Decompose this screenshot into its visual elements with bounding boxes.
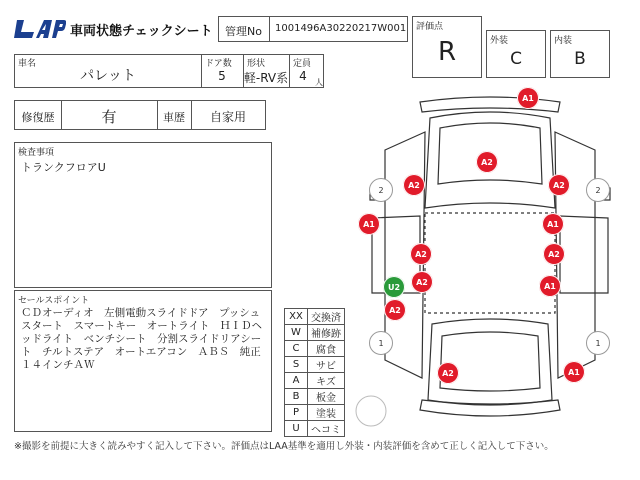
capacity-label: 定員 (293, 59, 312, 69)
name-label: 車名 (18, 59, 37, 69)
sales-box (14, 290, 272, 432)
laa-logo (14, 18, 66, 40)
legend-code: XX (285, 309, 308, 325)
damage-mark: A1 (563, 361, 585, 383)
damage-mark: A2 (476, 151, 498, 173)
damage-mark: A2 (411, 271, 433, 293)
repair-value: 有 (101, 108, 117, 126)
exterior-value: C (510, 49, 522, 69)
legend-meaning: キズ (308, 373, 345, 389)
inspection-box (14, 142, 272, 288)
legend-code: P (285, 405, 308, 421)
damage-mark: A1 (358, 213, 380, 235)
interior-box (550, 30, 610, 78)
damage-mark: 2 (586, 178, 610, 202)
capacity-unit: 人 (315, 78, 323, 87)
exterior-box (486, 30, 546, 78)
score-box (412, 16, 482, 78)
sheet-title: 車両状態チェックシート (70, 24, 213, 39)
legend-code: A (285, 373, 308, 389)
legend-table (284, 308, 345, 437)
damage-mark: A2 (548, 174, 570, 196)
legend-row (285, 405, 345, 421)
history-row (14, 100, 266, 130)
damage-mark: A1 (539, 275, 561, 297)
damage-mark: A1 (542, 213, 564, 235)
doors-value: 5 (218, 69, 226, 83)
legend-meaning: 腐食 (308, 341, 345, 357)
damage-mark: A2 (543, 243, 565, 265)
name-value: パレット (80, 68, 136, 84)
inspection-text: トランクフロアU (21, 161, 106, 174)
legend-row (285, 373, 345, 389)
damage-mark: A2 (384, 299, 406, 321)
vehicle-row (14, 54, 324, 88)
sales-text: ＣＤオーディオ 左側電動スライドドア プッシュスタート スマートキー オートライト ＨＩＤヘッドライト ベンチシート 分割スライドリアシート チルトステア オートエアコン ＡＢＳ 純正１４インチＡＷ (21, 307, 262, 371)
score-label: 評価点 (416, 22, 444, 32)
legend-meaning: サビ (308, 357, 345, 373)
legend-meaning: 補修跡 (308, 325, 345, 341)
damage-mark: 2 (369, 178, 393, 202)
damage-mark: A2 (437, 362, 459, 384)
damage-mark: A2 (403, 174, 425, 196)
legend-row (285, 357, 345, 373)
legend-meaning: 板金 (308, 389, 345, 405)
shape-value: 軽-RV系 (243, 71, 289, 85)
mgmt-label: 管理No (225, 25, 262, 38)
legend-code: C (285, 341, 308, 357)
legend-meaning: 交換済 (308, 309, 345, 325)
interior-label: 内装 (554, 36, 573, 46)
score-value: R (437, 37, 457, 67)
capacity-value: 4 (299, 69, 307, 83)
doors-label: ドア数 (205, 59, 232, 69)
legend-meaning: 塗装 (308, 405, 345, 421)
damage-mark: A1 (517, 87, 539, 109)
record-label: 車歴 (163, 111, 185, 124)
damage-mark: U2 (383, 276, 405, 298)
interior-value: B (574, 49, 586, 69)
damage-mark: 1 (369, 331, 393, 355)
legend-code: U (285, 421, 308, 437)
damage-mark: 1 (586, 331, 610, 355)
legend-row (285, 309, 345, 325)
inspection-label: 検査事項 (18, 148, 55, 158)
legend-code: W (285, 325, 308, 341)
legend-row (285, 341, 345, 357)
exterior-label: 外装 (490, 36, 509, 46)
record-value: 自家用 (209, 110, 246, 124)
legend-row (285, 421, 345, 437)
damage-mark: A2 (410, 243, 432, 265)
sales-label: セールスポイント (18, 296, 90, 306)
shape-label: 形状 (247, 59, 266, 69)
car-diagram (350, 88, 630, 432)
repair-label: 修復歴 (21, 111, 55, 124)
legend-code: B (285, 389, 308, 405)
legend-meaning: ヘコミ (308, 421, 345, 437)
mgmt-box (218, 16, 408, 42)
footer-note: ※撮影を前提に大きく読みやすく記入して下さい。評価点はLAA基準を適用し外装・内装評価を含めて正しく記入して下さい。 (14, 441, 554, 452)
mgmt-value: 1001496A30220217W001 (275, 23, 407, 34)
legend-row (285, 389, 345, 405)
legend-code: S (285, 357, 308, 373)
legend-row (285, 325, 345, 341)
